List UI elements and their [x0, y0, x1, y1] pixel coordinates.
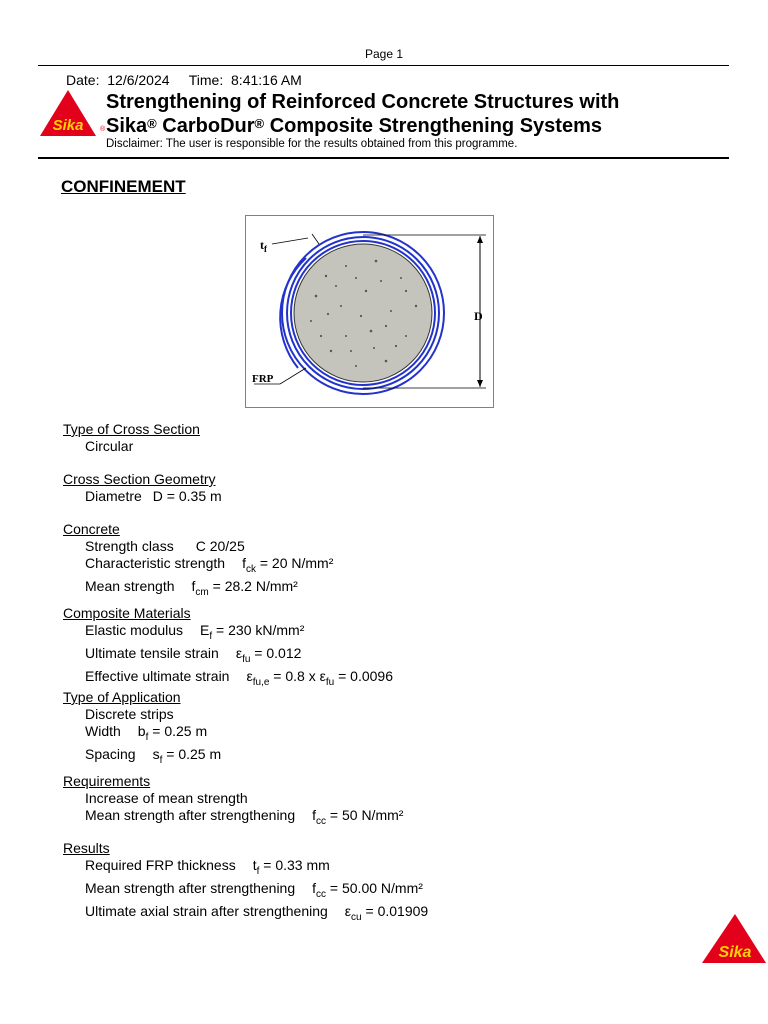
requirements-heading: Requirements	[63, 773, 151, 789]
application-type-row: Discrete strips	[85, 706, 174, 722]
strength-class-row: Strength class C 20/25	[85, 538, 245, 554]
diameter-row: Diametre D = 0.35 m	[85, 488, 222, 504]
document-title-line2: Sika® CarboDur® Composite Strengthening Systems	[106, 115, 602, 137]
date-label: Date:	[66, 72, 100, 88]
application-block	[63, 689, 221, 769]
application-heading: Type of Application	[63, 689, 181, 705]
requirement-item-2: Mean strength after strengthening $f_{cc} = 50$ N/mm²	[85, 807, 404, 827]
requirements-block	[63, 773, 403, 830]
characteristic-strength-row: Characteristic strength $f_{ck} = 20$ N/mm²	[85, 555, 334, 575]
result-mean-strength: Mean strength after strengthening $f_{cc} = 50.00$ N/mm²	[85, 879, 423, 900]
geometry-heading: Cross Section Geometry	[63, 471, 216, 487]
confinement-figure	[245, 215, 494, 408]
result-frp-thickness: Required FRP thickness $t_f = 0.33$ mm	[85, 857, 330, 877]
requirement-item-1: Increase of mean strength	[85, 790, 248, 806]
svg-text:Sika: Sika	[52, 117, 84, 134]
composite-block	[63, 605, 393, 690]
header-rule-top	[38, 65, 729, 66]
elastic-modulus-row: Elastic modulus $E_f = 230$ kN/mm²	[85, 622, 305, 642]
concrete-block	[63, 521, 333, 601]
spacing-row: Spacing $s_f = 0.25$ m	[85, 745, 222, 766]
cross-section-value: Circular	[85, 438, 134, 454]
thickness-label: $t_f$	[260, 238, 267, 254]
width-row: Width $b_f = 0.25$ m	[85, 723, 208, 743]
mean-strength-row: Mean strength $f_{cm} = 28.2$ N/mm²	[85, 577, 298, 598]
cross-section-heading: Type of Cross Section	[63, 421, 200, 437]
sika-logo-header	[38, 88, 108, 140]
ultimate-strain-row: Ultimate tensile strain $\varepsilon_{fu} = 0.012$	[85, 644, 302, 665]
sika-logo-footer	[700, 912, 768, 966]
time-label: Time:	[188, 72, 224, 88]
result-axial-strain: Ultimate axial strain after strengthening $\varepsilon_{cu} = 0.01909$	[85, 902, 429, 923]
cross-section-block	[63, 421, 200, 455]
confined-column-diagram	[246, 216, 493, 407]
results-block	[63, 840, 428, 925]
time-value: 8:41:16 AM	[231, 72, 302, 88]
svg-text:Sika: Sika	[718, 944, 752, 961]
composite-heading: Composite Materials	[63, 605, 191, 621]
results-heading: Results	[63, 840, 110, 856]
svg-text:®: ®	[100, 126, 106, 133]
date-time-line	[66, 72, 302, 88]
page-number: Page 1	[364, 47, 404, 61]
header-rule-bottom	[38, 157, 729, 159]
concrete-heading: Concrete	[63, 521, 120, 537]
frp-label: FRP	[252, 373, 274, 385]
geometry-block	[63, 471, 222, 505]
section-title: CONFINEMENT	[61, 177, 186, 196]
document-title-line1: Strengthening of Reinforced Concrete Structures with	[106, 91, 620, 113]
effective-strain-row: Effective ultimate strain $\varepsilon_{fu,e} = 0.8$ x $\varepsilon_{fu} = 0.0096$	[85, 667, 393, 688]
diameter-label: D	[474, 309, 483, 323]
date-value: 12/6/2024	[107, 72, 170, 88]
disclaimer: Disclaimer: The user is responsible for the results obtained from this programme.	[106, 138, 518, 150]
